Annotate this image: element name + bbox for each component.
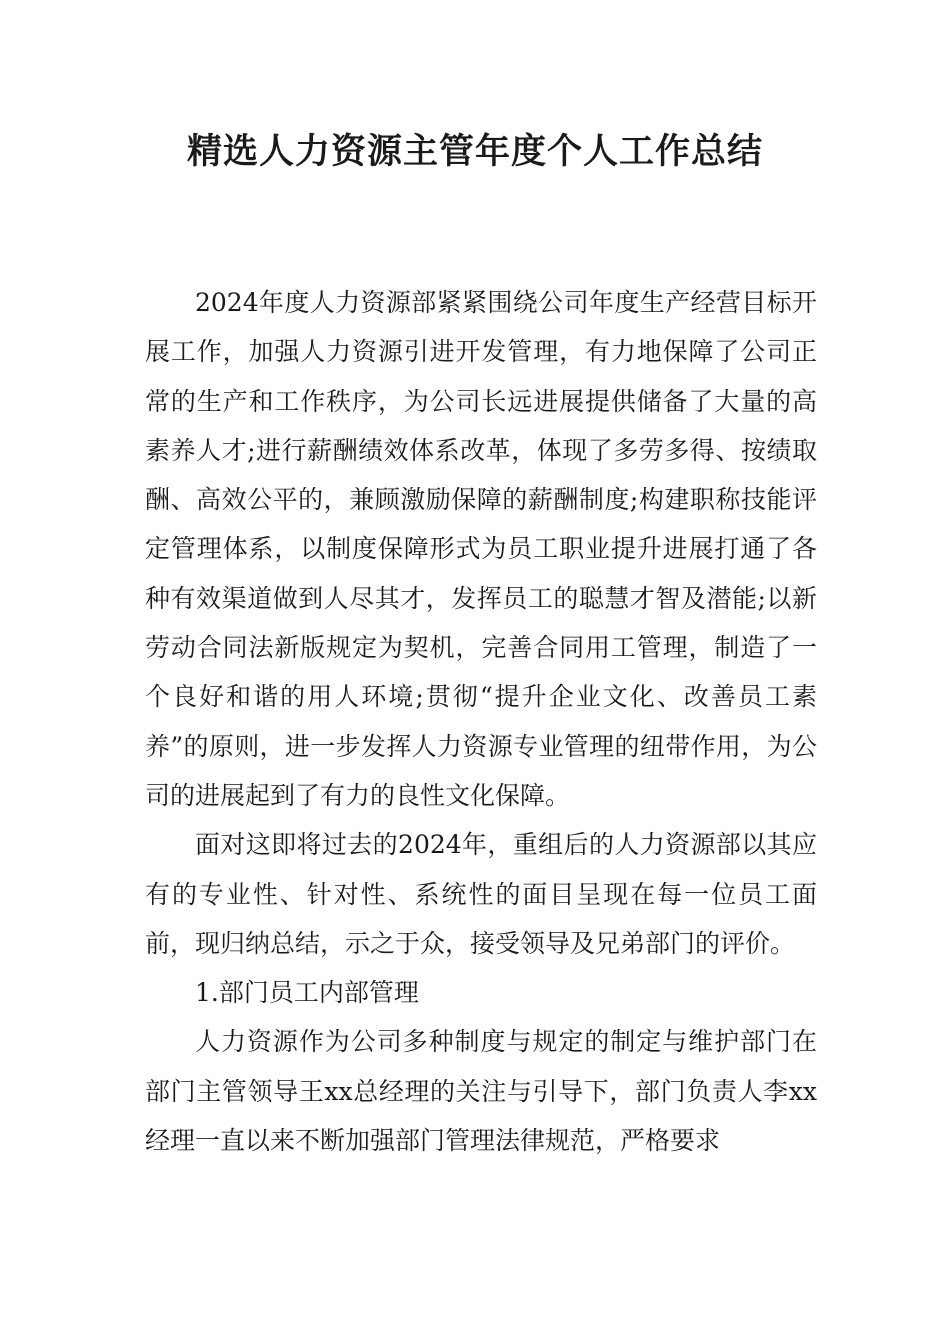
section-heading-1: 1.部门员工内部管理 bbox=[195, 978, 419, 1008]
paragraph-summary: 面对这即将过去的2024年，重组后的人力资源部以其应有的专业性、针对性、系统性的面目呈现在每一位员工面前，现归纳总结，示之于众，接受领导及兄弟部门的评价。 bbox=[145, 830, 817, 958]
paragraph-section-1: 人力资源作为公司多种制度与规定的制定与维护部门在部门主管领导王xx总经理的关注与引导下，部门负责人李xx经理一直以来不断加强部门管理法律规范，严格要求 bbox=[145, 1027, 817, 1156]
document-body bbox=[145, 278, 817, 1165]
document-title: 精选人力资源主管年度个人工作总结 bbox=[186, 132, 763, 172]
paragraph-intro: 2024年度人力资源部紧紧围绕公司年度生产经营目标开展工作，加强人力资源引进开发管理，有力地保障了公司正常的生产和工作秩序，为公司长远进展提供储备了大量的高素养人才;进行薪酬绩效体系改革，体现了多劳多得、按绩取酬、高效公平的，兼顾激励保障的薪酬制度;构建职称技能评定管理体系，以制度保障形式为员工职业提升进展打通了各种有效渠道做到人尽其才，发挥员工的聪慧才智及潜能;以新劳动合同法新版规定为契机，完善合同用工管理，制造了一个良好和谐的用人环境;贯彻“提升企业文化、改善员工素养”的原则，进一步发挥人力资源专业管理的纽带作用，为公司的进展起到了有力的良性文化保障。 bbox=[145, 288, 817, 810]
